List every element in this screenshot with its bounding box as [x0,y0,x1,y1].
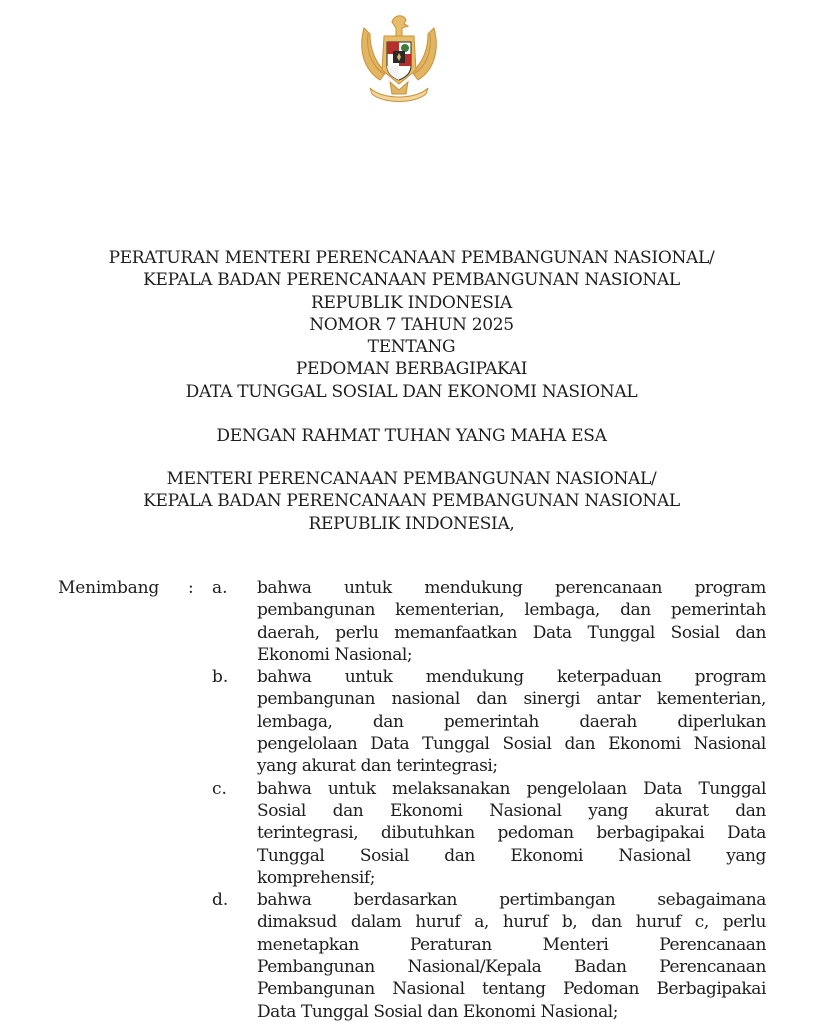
item-letter: b. [212,667,229,688]
garuda-pancasila-emblem-icon [356,10,442,110]
regulation-number: NOMOR 7 TAHUN 2025 [309,314,514,335]
official-line: KEPALA BADAN PERENCANAAN PEMBANGUNAN NASIONAL [143,491,680,512]
considering-section [0,577,823,1023]
item-text [257,778,766,889]
item-letter: c. [212,778,227,799]
heading-line: PERATURAN MENTERI PERENCANAAN PEMBANGUNAN NASIONAL/ [108,248,715,268]
item-line: Data Tunggal Sosial dan Ekonomi Nasional; [257,1001,619,1022]
item-line: daerah, perlu memanfaatkan Data Tunggal Sosial dan [257,622,766,643]
item-line: bahwa untuk mendukung perencanaan program [257,578,766,598]
item-line: bahwa berdasarkan pertimbangan sebagaimana [257,890,766,911]
item-line: menetapkan Peraturan Menteri Perencanaan [257,934,766,955]
item-line: lembaga, dan pemerintah daerah diperlukan [257,711,766,732]
item-line: pengelolaan Data Tunggal Sosial dan Ekonomi Nasional [257,734,766,755]
considering-item [0,778,823,889]
heading-line: TENTANG [367,337,456,358]
heading-line: REPUBLIK INDONESIA [311,292,512,313]
official-line: MENTERI PERENCANAAN PEMBANGUNAN NASIONAL/ [166,469,657,489]
item-line: pembangunan kementerian, lembaga, dan pemerintah [257,600,766,621]
considering-item [0,889,823,1023]
item-letter: a. [212,578,228,598]
item-line: Pembangunan Nasional/Kepala Badan Perencanaan [257,957,766,978]
opening-line: DENGAN RAHMAT TUHAN YANG MAHA ESA [216,426,607,446]
item-line: pembangunan nasional dan sinergi antar kementerian, [257,689,766,710]
item-letter: d. [212,890,229,911]
item-line: Ekonomi Nasional; [257,644,413,665]
item-line: Sosial dan Ekonomi Nasional yang akurat dan [257,800,766,821]
regulation-subject: PEDOMAN BERBAGIPAKAI [295,359,528,380]
regulation-subject: DATA TUNGGAL SOSIAL DAN EKONOMI NASIONAL [185,381,638,402]
item-line: bahwa untuk melaksanakan pengelolaan Data Tunggal [257,778,766,799]
official-line: REPUBLIK INDONESIA, [308,513,515,534]
item-line: Pembangunan Nasional tentang Pedoman Berbagipakai [257,979,766,1000]
considering-colon: : [188,578,194,598]
heading-line: KEPALA BADAN PERENCANAAN PEMBANGUNAN NASIONAL [143,270,680,291]
considering-label: Menimbang [58,578,160,598]
item-line: yang akurat dan terintegrasi; [257,756,498,777]
issuing-official [0,468,823,535]
item-text [257,666,766,777]
considering-item [0,577,823,666]
item-line: dimaksud dalam huruf a, huruf b, dan huruf c, perlu [257,912,766,933]
opening-phrase [0,425,823,447]
item-line: bahwa untuk mendukung keterpaduan program [257,667,766,688]
item-line: Tunggal Sosial dan Ekonomi Nasional yang [257,845,766,866]
item-text [257,577,766,666]
item-line: terintegrasi, dibutuhkan pedoman berbagipakai Data [257,823,766,844]
considering-items [0,577,823,1023]
item-line: komprehensif; [257,867,376,888]
item-text [257,889,766,1023]
considering-item [0,666,823,777]
regulation-heading [0,247,823,403]
